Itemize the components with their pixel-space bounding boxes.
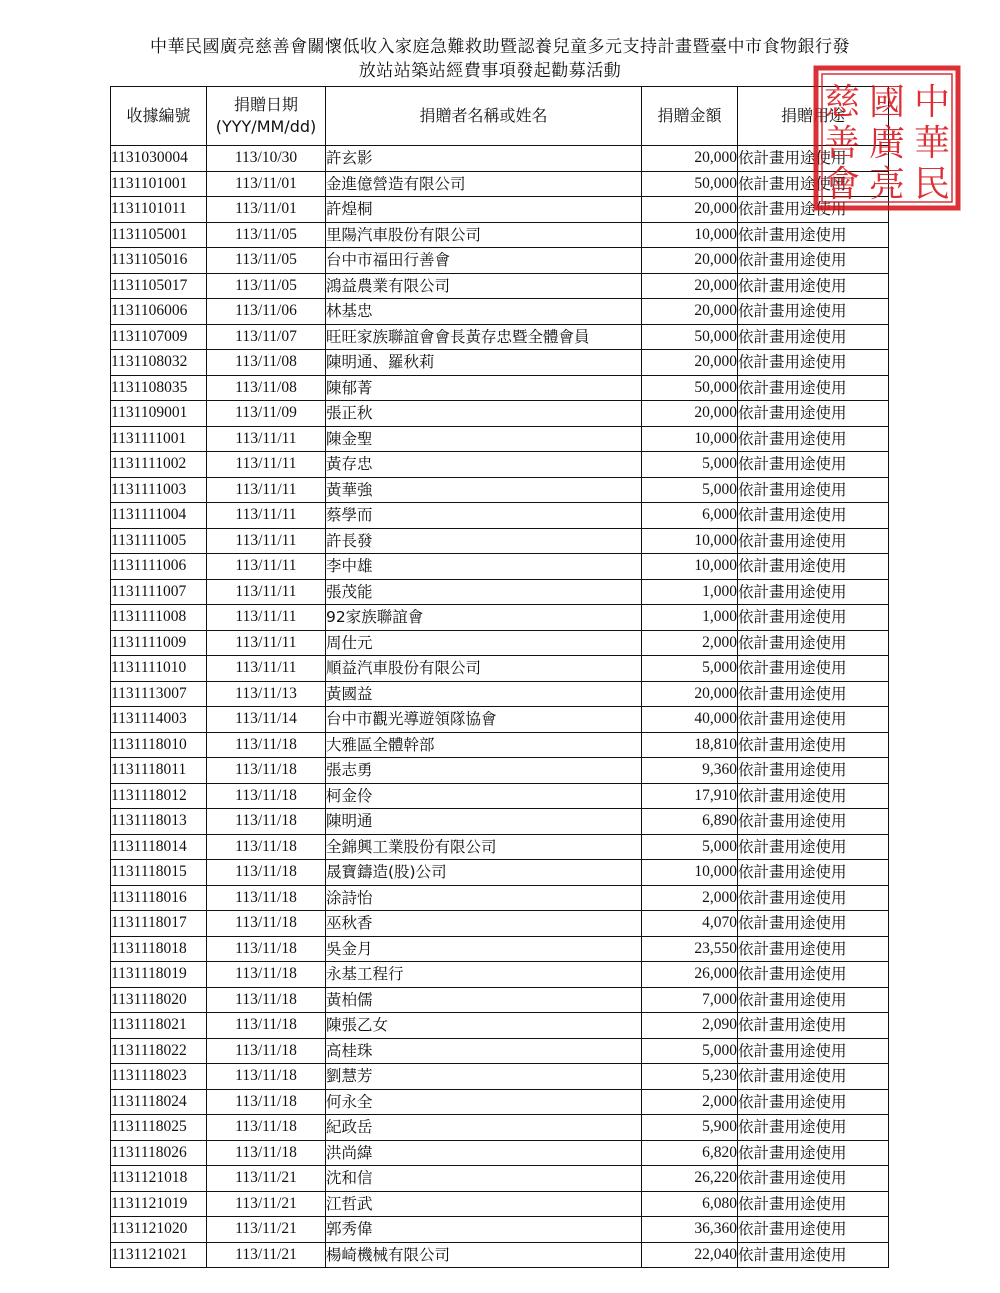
cell-donor: 永基工程行 (326, 962, 642, 988)
seal-glyph: 會 (823, 164, 861, 205)
cell-date: 113/11/01 (207, 197, 326, 223)
seal-glyph: 善 (823, 123, 861, 164)
cell-receipt-no: 1131109001 (111, 401, 207, 427)
cell-amount: 5,000 (642, 656, 738, 682)
table-row (111, 834, 889, 860)
cell-date: 113/11/18 (207, 1140, 326, 1166)
cell-donor: 台中市觀光導遊領隊協會 (326, 707, 642, 733)
cell-date: 113/11/08 (207, 375, 326, 401)
cell-receipt-no: 1131111010 (111, 656, 207, 682)
cell-receipt-no: 1131118020 (111, 987, 207, 1013)
table-header-row (111, 87, 889, 146)
cell-amount: 10,000 (642, 222, 738, 248)
cell-date: 113/11/11 (207, 579, 326, 605)
cell-amount: 50,000 (642, 171, 738, 197)
organization-seal-icon (812, 64, 962, 212)
cell-donor: 黃存忠 (326, 452, 642, 478)
cell-date: 113/11/18 (207, 783, 326, 809)
cell-receipt-no: 1131118024 (111, 1089, 207, 1115)
cell-donor: 何永全 (326, 1089, 642, 1115)
cell-amount: 5,000 (642, 477, 738, 503)
table-row (111, 1038, 889, 1064)
cell-receipt-no: 1131118023 (111, 1064, 207, 1090)
seal-glyph: 廣 (868, 123, 906, 164)
cell-donor: 洪尚緯 (326, 1140, 642, 1166)
cell-purpose: 依計畫用途使用 (738, 452, 889, 478)
cell-purpose: 依計畫用途使用 (738, 1089, 889, 1115)
table-row (111, 299, 889, 325)
table-row (111, 783, 889, 809)
table-row (111, 681, 889, 707)
seal-glyph: 亮 (868, 164, 906, 205)
cell-receipt-no: 1131101011 (111, 197, 207, 223)
cell-donor: 楊崎機械有限公司 (326, 1242, 642, 1268)
seal-glyph: 中 (913, 82, 951, 123)
cell-amount: 50,000 (642, 375, 738, 401)
cell-purpose: 依計畫用途使用 (738, 809, 889, 835)
cell-amount: 20,000 (642, 299, 738, 325)
cell-donor: 92家族聯誼會 (326, 605, 642, 631)
table-row (111, 1166, 889, 1192)
cell-purpose: 依計畫用途使用 (738, 554, 889, 580)
header-date-label: 捐贈日期 (233, 95, 298, 114)
cell-date: 113/11/06 (207, 299, 326, 325)
cell-donor: 台中市福田行善會 (326, 248, 642, 274)
document-title-line2: 放站站築站經費事項發起勸募活動 (358, 61, 622, 81)
cell-receipt-no: 1131118014 (111, 834, 207, 860)
cell-amount: 20,000 (642, 681, 738, 707)
cell-donor: 黃華強 (326, 477, 642, 503)
cell-purpose: 依計畫用途使用 (738, 732, 889, 758)
table-row (111, 1013, 889, 1039)
cell-purpose: 依計畫用途使用 (738, 324, 889, 350)
cell-receipt-no: 1131118018 (111, 936, 207, 962)
table-row (111, 324, 889, 350)
cell-donor: 巫秋香 (326, 911, 642, 937)
cell-receipt-no: 1131113007 (111, 681, 207, 707)
cell-date: 113/11/11 (207, 630, 326, 656)
cell-purpose: 依計畫用途使用 (738, 834, 889, 860)
cell-amount: 20,000 (642, 197, 738, 223)
cell-purpose: 依計畫用途使用 (738, 656, 889, 682)
cell-receipt-no: 1131118012 (111, 783, 207, 809)
cell-purpose: 依計畫用途使用 (738, 1217, 889, 1243)
cell-date: 113/11/18 (207, 1115, 326, 1141)
cell-donor: 柯金伶 (326, 783, 642, 809)
table-row (111, 528, 889, 554)
header-amount: 捐贈金額 (642, 87, 738, 146)
cell-purpose: 依計畫用途使用 (738, 375, 889, 401)
cell-purpose: 依計畫用途使用 (738, 1013, 889, 1039)
cell-amount: 2,090 (642, 1013, 738, 1039)
cell-amount: 10,000 (642, 426, 738, 452)
cell-donor: 陳張乙女 (326, 1013, 642, 1039)
cell-date: 113/11/21 (207, 1217, 326, 1243)
cell-donor: 許長發 (326, 528, 642, 554)
table-row (111, 579, 889, 605)
cell-receipt-no: 1131111003 (111, 477, 207, 503)
table-row (111, 1115, 889, 1141)
cell-purpose: 依計畫用途使用 (738, 885, 889, 911)
cell-purpose: 依計畫用途使用 (738, 528, 889, 554)
cell-receipt-no: 1131111006 (111, 554, 207, 580)
cell-date: 113/11/05 (207, 273, 326, 299)
cell-amount: 6,000 (642, 503, 738, 529)
table-row (111, 350, 889, 376)
cell-purpose: 依計畫用途使用 (738, 477, 889, 503)
cell-date: 113/11/18 (207, 1089, 326, 1115)
cell-date: 113/11/21 (207, 1166, 326, 1192)
table-row (111, 1064, 889, 1090)
seal-glyph: 華 (913, 123, 951, 164)
table-row (111, 503, 889, 529)
cell-date: 113/11/18 (207, 962, 326, 988)
cell-purpose: 依計畫用途使用 (738, 860, 889, 886)
cell-donor: 黃柏儒 (326, 987, 642, 1013)
seal-glyph: 民 (913, 164, 951, 205)
table-row (111, 452, 889, 478)
cell-donor: 郭秀偉 (326, 1217, 642, 1243)
cell-receipt-no: 1131111008 (111, 605, 207, 631)
table-body (111, 146, 889, 1268)
donation-table (110, 86, 889, 1268)
seal-characters (824, 82, 950, 205)
cell-donor: 許玄影 (326, 146, 642, 172)
cell-date: 113/11/09 (207, 401, 326, 427)
cell-date: 113/11/18 (207, 809, 326, 835)
cell-receipt-no: 1131111002 (111, 452, 207, 478)
table-row (111, 630, 889, 656)
cell-donor: 蔡學而 (326, 503, 642, 529)
cell-purpose: 依計畫用途使用 (738, 681, 889, 707)
cell-purpose: 依計畫用途使用 (738, 758, 889, 784)
cell-purpose: 依計畫用途使用 (738, 171, 889, 197)
cell-date: 113/11/18 (207, 1038, 326, 1064)
cell-date: 113/10/30 (207, 146, 326, 172)
table-row (111, 273, 889, 299)
cell-amount: 2,000 (642, 1089, 738, 1115)
table-row (111, 605, 889, 631)
cell-amount: 20,000 (642, 350, 738, 376)
cell-date: 113/11/05 (207, 248, 326, 274)
cell-donor: 江哲武 (326, 1191, 642, 1217)
cell-amount: 10,000 (642, 860, 738, 886)
cell-receipt-no: 1131118026 (111, 1140, 207, 1166)
cell-donor: 沈和信 (326, 1166, 642, 1192)
table-row (111, 171, 889, 197)
cell-receipt-no: 1131118011 (111, 758, 207, 784)
cell-receipt-no: 1131118021 (111, 1013, 207, 1039)
cell-donor: 張正秋 (326, 401, 642, 427)
cell-purpose: 依計畫用途使用 (738, 579, 889, 605)
cell-purpose: 依計畫用途使用 (738, 1242, 889, 1268)
cell-date: 113/11/07 (207, 324, 326, 350)
cell-receipt-no: 1131111007 (111, 579, 207, 605)
table-row (111, 809, 889, 835)
cell-donor: 林基忠 (326, 299, 642, 325)
cell-purpose: 依計畫用途使用 (738, 936, 889, 962)
cell-receipt-no: 1131118010 (111, 732, 207, 758)
document-title-line1: 中華民國廣亮慈善會關懷低收入家庭急難救助暨認養兒童多元支持計畫暨臺中市食物銀行發 (150, 37, 850, 57)
cell-amount: 20,000 (642, 401, 738, 427)
cell-receipt-no: 1131108035 (111, 375, 207, 401)
cell-amount: 22,040 (642, 1242, 738, 1268)
cell-donor: 陳明通、羅秋莉 (326, 350, 642, 376)
header-purpose: 捐贈用途 (738, 87, 889, 146)
table-row (111, 987, 889, 1013)
cell-receipt-no: 1131111009 (111, 630, 207, 656)
table-row (111, 1140, 889, 1166)
cell-receipt-no: 1131121021 (111, 1242, 207, 1268)
table-row (111, 885, 889, 911)
cell-amount: 20,000 (642, 248, 738, 274)
cell-donor: 黃國益 (326, 681, 642, 707)
cell-date: 113/11/11 (207, 452, 326, 478)
cell-date: 113/11/18 (207, 987, 326, 1013)
cell-amount: 6,080 (642, 1191, 738, 1217)
cell-donor: 劉慧芳 (326, 1064, 642, 1090)
cell-amount: 17,910 (642, 783, 738, 809)
cell-amount: 20,000 (642, 273, 738, 299)
cell-donor: 晟寶鑄造(股)公司 (326, 860, 642, 886)
table-row (111, 375, 889, 401)
cell-amount: 5,000 (642, 452, 738, 478)
cell-amount: 2,000 (642, 630, 738, 656)
cell-purpose: 依計畫用途使用 (738, 1064, 889, 1090)
cell-date: 113/11/18 (207, 758, 326, 784)
table-row (111, 248, 889, 274)
cell-date: 113/11/18 (207, 1064, 326, 1090)
cell-donor: 吳金月 (326, 936, 642, 962)
cell-purpose: 依計畫用途使用 (738, 350, 889, 376)
cell-receipt-no: 1131121018 (111, 1166, 207, 1192)
table-row (111, 732, 889, 758)
cell-receipt-no: 1131107009 (111, 324, 207, 350)
cell-receipt-no: 1131121020 (111, 1217, 207, 1243)
table-row (111, 707, 889, 733)
table-row (111, 1191, 889, 1217)
cell-donor: 鴻益農業有限公司 (326, 273, 642, 299)
cell-donor: 張茂能 (326, 579, 642, 605)
cell-donor: 陳明通 (326, 809, 642, 835)
cell-receipt-no: 1131030004 (111, 146, 207, 172)
cell-amount: 1,000 (642, 605, 738, 631)
cell-purpose: 依計畫用途使用 (738, 273, 889, 299)
cell-receipt-no: 1131106006 (111, 299, 207, 325)
table-row (111, 401, 889, 427)
cell-amount: 36,360 (642, 1217, 738, 1243)
cell-amount: 6,820 (642, 1140, 738, 1166)
header-donor: 捐贈者名稱或姓名 (326, 87, 642, 146)
cell-amount: 2,000 (642, 885, 738, 911)
cell-donor: 陳金聖 (326, 426, 642, 452)
cell-receipt-no: 1131105017 (111, 273, 207, 299)
cell-purpose: 依計畫用途使用 (738, 1166, 889, 1192)
cell-amount: 4,070 (642, 911, 738, 937)
cell-date: 113/11/11 (207, 528, 326, 554)
seal-glyph: 慈 (823, 82, 861, 123)
cell-amount: 5,000 (642, 834, 738, 860)
cell-purpose: 依計畫用途使用 (738, 503, 889, 529)
cell-receipt-no: 1131111004 (111, 503, 207, 529)
cell-purpose: 依計畫用途使用 (738, 1115, 889, 1141)
table-row (111, 222, 889, 248)
cell-amount: 26,220 (642, 1166, 738, 1192)
table-row (111, 146, 889, 172)
cell-receipt-no: 1131111005 (111, 528, 207, 554)
table-row (111, 477, 889, 503)
cell-donor: 里陽汽車股份有限公司 (326, 222, 642, 248)
cell-date: 113/11/13 (207, 681, 326, 707)
cell-amount: 10,000 (642, 554, 738, 580)
header-receipt-no: 收據編號 (111, 87, 207, 146)
cell-amount: 1,000 (642, 579, 738, 605)
cell-purpose: 依計畫用途使用 (738, 630, 889, 656)
cell-donor: 紀政岳 (326, 1115, 642, 1141)
cell-purpose: 依計畫用途使用 (738, 222, 889, 248)
cell-date: 113/11/14 (207, 707, 326, 733)
table-row (111, 758, 889, 784)
cell-receipt-no: 1131105001 (111, 222, 207, 248)
cell-donor: 周仕元 (326, 630, 642, 656)
cell-date: 113/11/11 (207, 426, 326, 452)
cell-purpose: 依計畫用途使用 (738, 248, 889, 274)
cell-date: 113/11/11 (207, 477, 326, 503)
cell-receipt-no: 1131118016 (111, 885, 207, 911)
cell-date: 113/11/18 (207, 936, 326, 962)
table-row (111, 1089, 889, 1115)
table-row (111, 911, 889, 937)
table-row (111, 962, 889, 988)
cell-donor: 李中雄 (326, 554, 642, 580)
cell-date: 113/11/18 (207, 834, 326, 860)
cell-purpose: 依計畫用途使用 (738, 1191, 889, 1217)
cell-date: 113/11/18 (207, 911, 326, 937)
cell-donor: 陳郁菁 (326, 375, 642, 401)
cell-amount: 5,000 (642, 1038, 738, 1064)
header-date-format: (YYY/MM/dd) (215, 117, 317, 136)
cell-date: 113/11/05 (207, 222, 326, 248)
cell-donor: 張志勇 (326, 758, 642, 784)
header-date (207, 87, 326, 146)
cell-purpose: 依計畫用途使用 (738, 605, 889, 631)
cell-receipt-no: 1131118013 (111, 809, 207, 835)
cell-receipt-no: 1131105016 (111, 248, 207, 274)
table-row (111, 1217, 889, 1243)
cell-donor: 大雅區全體幹部 (326, 732, 642, 758)
cell-date: 113/11/11 (207, 605, 326, 631)
cell-receipt-no: 1131118015 (111, 860, 207, 886)
cell-receipt-no: 1131108032 (111, 350, 207, 376)
seal-glyph: 國 (868, 82, 906, 123)
cell-receipt-no: 1131118017 (111, 911, 207, 937)
cell-amount: 7,000 (642, 987, 738, 1013)
cell-receipt-no: 1131118022 (111, 1038, 207, 1064)
cell-purpose: 依計畫用途使用 (738, 707, 889, 733)
cell-date: 113/11/18 (207, 860, 326, 886)
cell-receipt-no: 1131121019 (111, 1191, 207, 1217)
cell-date: 113/11/18 (207, 885, 326, 911)
cell-donor: 順益汽車股份有限公司 (326, 656, 642, 682)
cell-receipt-no: 1131118019 (111, 962, 207, 988)
cell-receipt-no: 1131111001 (111, 426, 207, 452)
cell-purpose: 依計畫用途使用 (738, 426, 889, 452)
cell-donor: 旺旺家族聯誼會會長黃存忠暨全體會員 (326, 324, 642, 350)
cell-donor: 高桂珠 (326, 1038, 642, 1064)
cell-amount: 10,000 (642, 528, 738, 554)
cell-amount: 20,000 (642, 146, 738, 172)
cell-date: 113/11/21 (207, 1191, 326, 1217)
cell-donor: 許煌桐 (326, 197, 642, 223)
cell-date: 113/11/21 (207, 1242, 326, 1268)
cell-date: 113/11/11 (207, 554, 326, 580)
cell-amount: 40,000 (642, 707, 738, 733)
cell-amount: 5,230 (642, 1064, 738, 1090)
cell-purpose: 依計畫用途使用 (738, 299, 889, 325)
cell-purpose: 依計畫用途使用 (738, 962, 889, 988)
cell-purpose: 依計畫用途使用 (738, 401, 889, 427)
cell-amount: 6,890 (642, 809, 738, 835)
cell-date: 113/11/11 (207, 503, 326, 529)
cell-receipt-no: 1131114003 (111, 707, 207, 733)
cell-date: 113/11/18 (207, 732, 326, 758)
cell-amount: 23,550 (642, 936, 738, 962)
table-row (111, 860, 889, 886)
cell-date: 113/11/11 (207, 656, 326, 682)
cell-date: 113/11/08 (207, 350, 326, 376)
cell-amount: 9,360 (642, 758, 738, 784)
cell-donor: 全錦興工業股份有限公司 (326, 834, 642, 860)
cell-purpose: 依計畫用途使用 (738, 1140, 889, 1166)
table-row (111, 197, 889, 223)
cell-receipt-no: 1131101001 (111, 171, 207, 197)
cell-purpose: 依計畫用途使用 (738, 146, 889, 172)
cell-amount: 50,000 (642, 324, 738, 350)
table-row (111, 656, 889, 682)
table-row (111, 554, 889, 580)
cell-donor: 金進億營造有限公司 (326, 171, 642, 197)
cell-amount: 5,900 (642, 1115, 738, 1141)
table-row (111, 936, 889, 962)
cell-purpose: 依計畫用途使用 (738, 911, 889, 937)
cell-receipt-no: 1131118025 (111, 1115, 207, 1141)
cell-purpose: 依計畫用途使用 (738, 197, 889, 223)
table-row (111, 1242, 889, 1268)
cell-date: 113/11/18 (207, 1013, 326, 1039)
cell-date: 113/11/01 (207, 171, 326, 197)
cell-donor: 涂詩怡 (326, 885, 642, 911)
cell-amount: 18,810 (642, 732, 738, 758)
cell-purpose: 依計畫用途使用 (738, 783, 889, 809)
cell-purpose: 依計畫用途使用 (738, 987, 889, 1013)
table-row (111, 426, 889, 452)
cell-amount: 26,000 (642, 962, 738, 988)
cell-purpose: 依計畫用途使用 (738, 1038, 889, 1064)
